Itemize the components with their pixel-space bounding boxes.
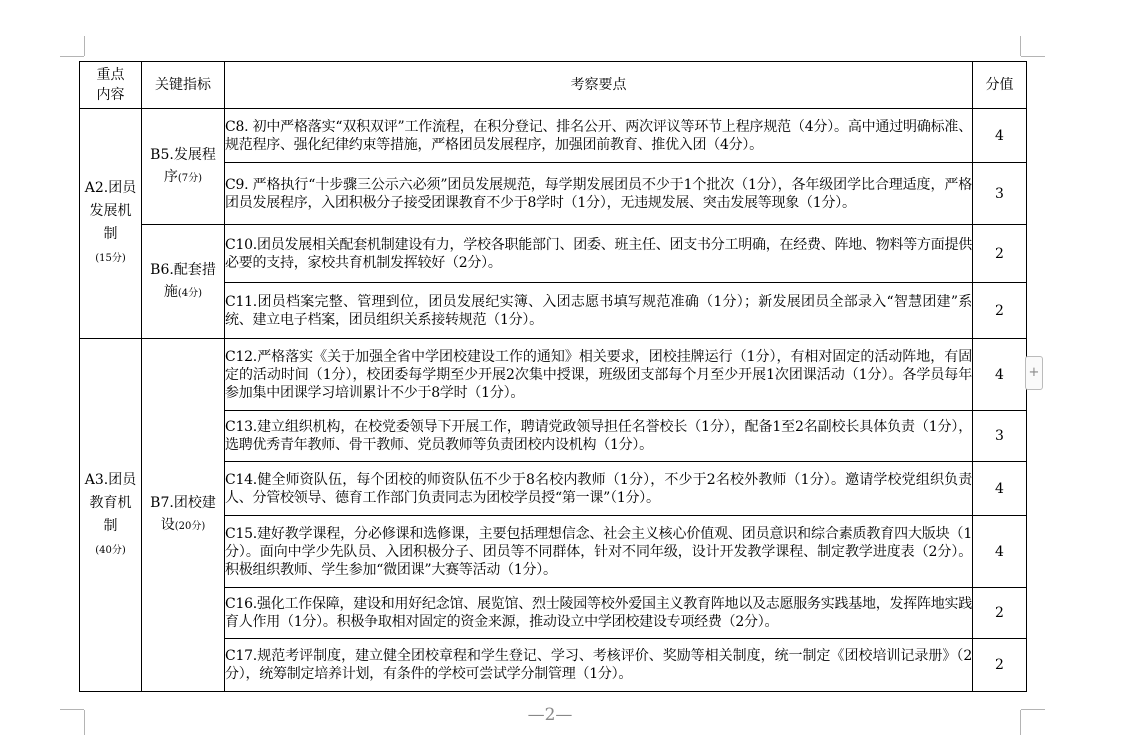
header-key-content: 重点内容 (80, 62, 142, 109)
table-row (80, 339, 1027, 411)
indicator-name: B7.团校建设 (150, 495, 216, 533)
crop-mark-bottom-right-h (1021, 709, 1045, 710)
item-text: C11.团员档案完整、管理到位，团员发展纪实簿、入团志愿书填写规范准确（1分）；新发展团员全部录入“智慧团建”系统、建立电子档案，团员组织关系接转规范（1分）。 (225, 283, 973, 339)
crop-mark-bottom-left (84, 710, 85, 735)
item-score: 2 (973, 588, 1027, 639)
indicator-points: (20分) (174, 521, 206, 532)
item-text: C17.规范考评制度，建立健全团校章程和学生登记、学习、考核评价、奖励等相关制度，统一制定《团校培训记录册》（2分），统筹制定培养计划，有条件的学校可尝试学分制管理（1分）。 (225, 639, 973, 692)
item-score: 2 (973, 225, 1027, 283)
item-text: C15.建好教学课程，分必修课和选修课，主要包括理想信念、社会主义核心价值观、团员意识和综合素质教育四大版块（1分）。面向中学少先队员、入团积极分子、团员等不同群体，针对不同年级，设计开发教学课程、制定教学进度表（2分）。积极组织教师、学生参加“微团课”大赛等活动（1分）。 (225, 516, 973, 588)
indicator-points: (7分) (177, 172, 203, 184)
item-score: 3 (973, 411, 1027, 462)
item-score: 4 (973, 462, 1027, 516)
crop-mark-top-left-h (60, 56, 84, 57)
item-text: C9. 严格执行“十步骤三公示六必须”团员发展规范，每学期发展团员不少于1个批次（1分），各年级团学比合理适度，严格团员发展程序，入团积极分子接受团课教育不少于8学时（1分），无违规发展、突击发展等现象（1分）。 (225, 163, 973, 225)
crop-mark-top-left (84, 36, 85, 56)
item-score: 4 (973, 516, 1027, 588)
header-key-indicator: 关键指标 (142, 62, 225, 109)
crop-mark-bottom-right (1020, 710, 1021, 735)
indicator-cell-b7 (142, 339, 225, 692)
item-score: 4 (973, 339, 1027, 411)
item-text: C14.健全师资队伍，每个团校的师资队伍不少于8名校内教师（1分），不少于2名校外教师（1分）。邀请学校党组织负责人、分管校领导、德育工作部门负责同志为团校学员授“第一课”（1分）。 (225, 462, 973, 516)
section-cell-a3 (80, 339, 142, 692)
section-points: (40分) (95, 544, 126, 556)
section-name: A3.团员教育机制 (84, 471, 137, 534)
header-assessment-points: 考察要点 (225, 62, 973, 109)
item-score: 3 (973, 163, 1027, 225)
item-text: C13.建立组织机构，在校党委领导下开展工作，聘请党政领导担任名誉校长（1分），配备1至2名副校长具体负责（1分），选聘优秀青年教师、骨干教师、党员教师等负责团校内设机构（1分）。 (225, 411, 973, 462)
page-number: —2— (527, 705, 573, 725)
crop-mark-bottom-left-h (60, 709, 84, 710)
table-header-row (80, 62, 1027, 109)
item-text: C16.强化工作保障，建设和用好纪念馆、展览馆、烈士陵园等校外爱国主义教育阵地以及志愿服务实践基地，发挥阵地实践育人作用（1分）。积极争取相对固定的资金来源，推动设立中学团校建设专项经费（2分）。 (225, 588, 973, 639)
crop-mark-top-right-h (1021, 56, 1045, 57)
item-score: 4 (973, 109, 1027, 163)
item-text: C8. 初中严格落实“双积双评”工作流程，在积分登记、排名公开、两次评议等环节上程序规范（4分）。高中通过明确标准、规范程序、强化纪律约束等措施，严格团员发展程序，加强团前教育、推优入团（4分）。 (225, 109, 973, 163)
table-row (80, 225, 1027, 283)
section-points: (15分) (95, 253, 126, 264)
indicator-cell-b6 (142, 225, 225, 339)
expand-handle-button[interactable]: + (1025, 356, 1043, 390)
indicator-name: B5.发展程序 (150, 146, 216, 185)
indicator-name: B6.配套措施 (150, 261, 216, 300)
indicator-points: (4分) (177, 287, 203, 299)
indicator-cell-b5 (142, 109, 225, 225)
evaluation-table (79, 61, 1027, 692)
table-row (80, 109, 1027, 163)
header-score: 分值 (973, 62, 1027, 109)
item-score: 2 (973, 639, 1027, 692)
crop-mark-top-right (1020, 36, 1021, 56)
section-name: A2.团员发展机制 (84, 180, 137, 242)
item-text: C10.团员发展相关配套机制建设有力，学校各职能部门、团委、班主任、团支书分工明确，在经费、阵地、物料等方面提供必要的支持，家校共育机制发挥较好（2分）。 (225, 225, 973, 283)
section-cell-a2 (80, 109, 142, 339)
item-score: 2 (973, 283, 1027, 339)
item-text: C12.严格落实《关于加强全省中学团校建设工作的通知》相关要求，团校挂牌运行（1分），有相对固定的活动阵地，有固定的活动时间（1分），校团委每学期至少开展2次集中授课，班级团支部每个月至少开展1次团课活动（1分）。各学员每年参加集中团课学习培训累计不少于8学时（1分）。 (225, 339, 973, 411)
